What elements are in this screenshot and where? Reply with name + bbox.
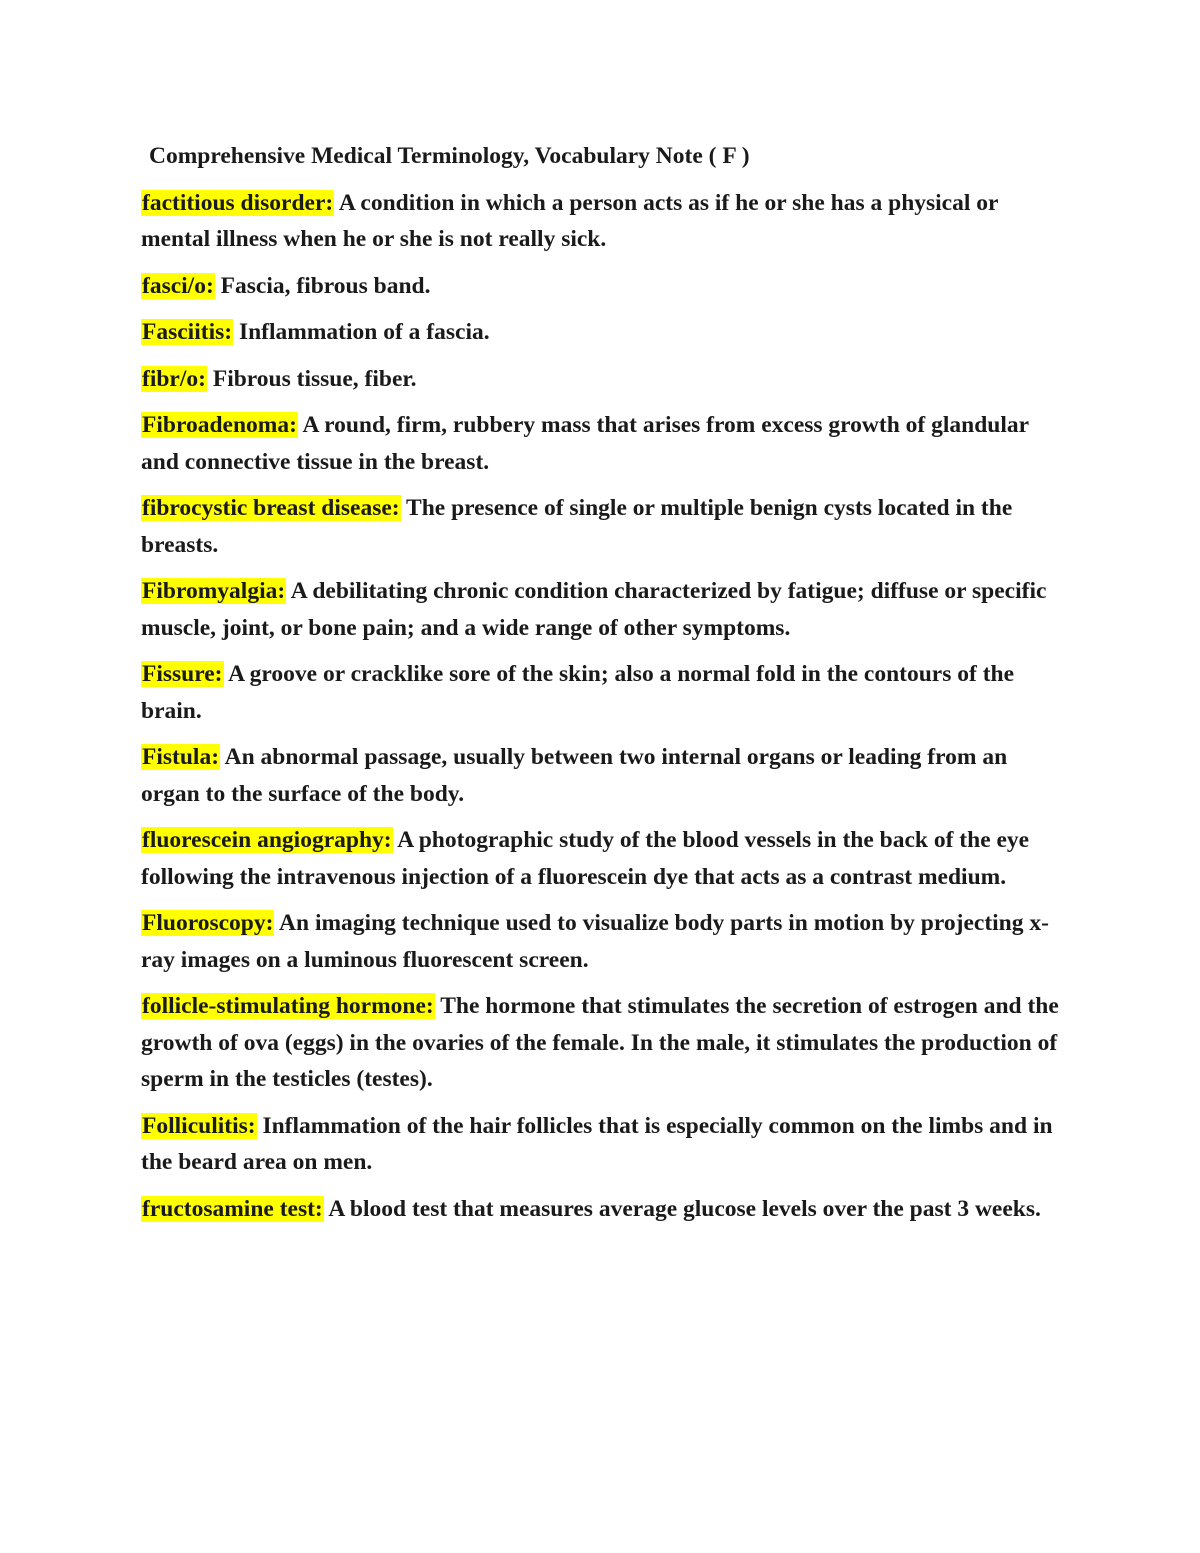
vocab-definition: A debilitating chronic condition characterized by fatigue; diffuse or specific muscle, joint, or bone pain; and a wide range of other symptoms. bbox=[141, 578, 1047, 641]
vocab-entry bbox=[141, 656, 1066, 729]
vocab-term: fasci/o: bbox=[142, 272, 214, 299]
vocab-term: Fibroadenoma: bbox=[142, 412, 297, 438]
document-body bbox=[141, 138, 1066, 1237]
document-title: Comprehensive Medical Terminology, Vocabulary Note ( F ) bbox=[149, 143, 750, 169]
vocab-term: follicle-stimulating hormone: bbox=[142, 993, 434, 1019]
vocab-definition: An abnormal passage, usually between two internal organs or leading from an organ to the surface of the body. bbox=[141, 744, 1008, 807]
vocab-entry bbox=[141, 739, 1066, 812]
vocab-definition: The hormone that stimulates the secretion of estrogen and the growth of ova (eggs) in the ovaries of the female. In the male, it stimulates the production of sperm in the testicles (testes). bbox=[141, 993, 1059, 1092]
vocab-entry bbox=[141, 573, 1066, 646]
vocab-definition: Fibrous tissue, fiber. bbox=[212, 365, 417, 392]
vocab-definition: Inflammation of the hair follicles that is especially common on the limbs and in the beard area on men. bbox=[141, 1112, 1053, 1175]
vocab-definition: An imaging technique used to visualize body parts in motion by projecting x-ray images on a luminous fluorescent screen. bbox=[141, 910, 1049, 973]
vocab-term: Fistula: bbox=[142, 744, 220, 770]
vocab-term: factitious disorder: bbox=[142, 189, 334, 216]
vocab-term: Fluoroscopy: bbox=[142, 910, 274, 936]
vocab-definition: A photographic study of the blood vessels in the back of the eye following the intravenous injection of a fluorescein dye that acts as a contrast medium. bbox=[141, 827, 1030, 890]
vocab-definition: A blood test that measures average glucose levels over the past 3 weeks. bbox=[328, 1195, 1041, 1222]
vocab-term: fluorescein angiography: bbox=[142, 827, 392, 853]
vocab-definition: The presence of single or multiple benign cysts located in the breasts. bbox=[141, 495, 1013, 558]
vocab-entry bbox=[141, 185, 1066, 258]
vocab-term: fibrocystic breast disease: bbox=[142, 495, 400, 521]
vocab-entry bbox=[141, 490, 1066, 563]
vocab-definition: A groove or cracklike sore of the skin; also a normal fold in the contours of the brain. bbox=[141, 661, 1015, 724]
vocab-term: Fibromyalgia: bbox=[142, 578, 286, 604]
vocab-entry bbox=[141, 361, 1066, 398]
vocab-entry bbox=[141, 407, 1066, 480]
vocab-entry bbox=[141, 905, 1066, 978]
vocab-entry bbox=[141, 268, 1066, 305]
vocab-definition: A round, firm, rubbery mass that arises from excess growth of glandular and connective tissue in the breast. bbox=[141, 412, 1029, 475]
vocab-definition: Fascia, fibrous band. bbox=[220, 272, 431, 299]
vocab-entry bbox=[141, 1108, 1066, 1181]
vocab-definition: A condition in which a person acts as if he or she has a physical or mental illness when he or she is not really sick. bbox=[141, 189, 999, 252]
vocab-entry bbox=[141, 988, 1066, 1098]
vocab-term: fibr/o: bbox=[142, 365, 206, 392]
vocab-entry bbox=[141, 314, 1066, 351]
vocab-term: Folliculitis: bbox=[142, 1112, 256, 1139]
vocab-term: Fissure: bbox=[142, 661, 223, 687]
vocab-entry bbox=[141, 822, 1066, 895]
vocab-term: Fasciitis: bbox=[142, 319, 233, 345]
vocab-entry bbox=[141, 1191, 1066, 1228]
vocab-term: fructosamine test: bbox=[142, 1195, 323, 1222]
vocab-definition: Inflammation of a fascia. bbox=[238, 319, 490, 345]
